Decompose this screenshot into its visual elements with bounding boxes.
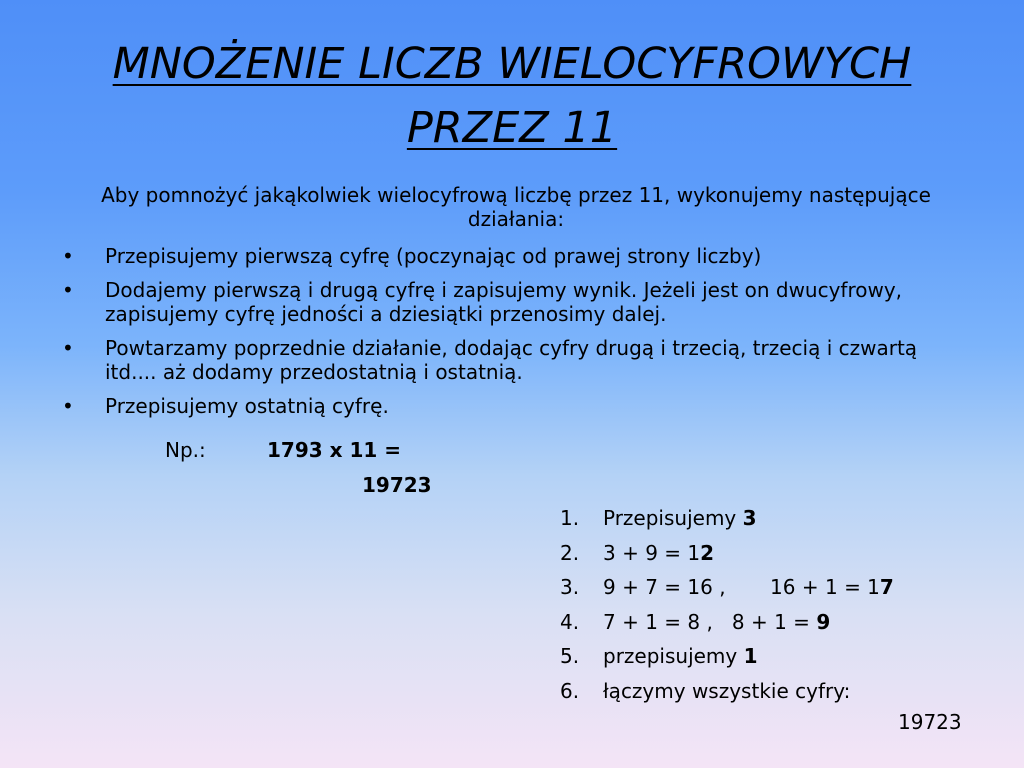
final-result: 19723: [898, 710, 962, 734]
bullet-icon: •: [62, 244, 74, 268]
title-line-1: MNOŻENIE LICZB WIELOCYFROWYCH: [112, 39, 912, 89]
step-digit: 9: [816, 609, 831, 634]
list-item-text: Przepisujemy ostatnią cyfrę.: [105, 394, 389, 418]
step-text: przepisujemy: [603, 644, 744, 668]
steps-list: [560, 506, 894, 713]
step-item: [560, 575, 894, 610]
step-digit: 3: [742, 506, 757, 530]
bullet-icon: •: [62, 336, 74, 360]
step-item: [560, 644, 894, 679]
list-item-text: Przepisujemy pierwszą cyfrę (poczynając od prawej strony liczby): [105, 244, 762, 268]
step-item: [560, 506, 894, 541]
step-digit: 1: [743, 644, 758, 668]
step-number: 6.: [560, 678, 580, 703]
intro-paragraph: Aby pomnożyć jakąkolwiek wielocyfrową liczbę przez 11, wykonujemy następujące działania:: [101, 183, 931, 231]
step-text: łączymy wszystkie cyfry:: [603, 678, 851, 703]
step-text: 9 + 7 = 16 , 16 + 1 = 1: [603, 575, 880, 599]
step-digit: 2: [700, 540, 715, 565]
list-item-text: Dodajemy pierwszą i drugą cyfrę i zapisujemy wynik. Jeżeli jest on dwucyfrowy, zapisujemy cyfrę jedności a dziesiątki przenosimy dalej.: [105, 278, 903, 326]
list-item: [62, 394, 962, 418]
step-item: [560, 679, 894, 714]
rules-list: [62, 244, 962, 428]
bullet-icon: •: [62, 394, 74, 418]
step-digit: 7: [879, 575, 894, 599]
list-item: [62, 244, 962, 268]
step-item: [560, 541, 894, 576]
list-item: [62, 336, 962, 384]
step-number: 5.: [560, 644, 580, 668]
step-number: 4.: [560, 609, 580, 634]
list-item-text: Powtarzamy poprzednie działanie, dodając cyfry drugą i trzecią, trzecią i czwartą itd.... aż dodamy przedostatnią i ostatnią.: [105, 336, 918, 384]
example-expression: 1793 x 11 =: [267, 438, 402, 462]
example-label: Np.:: [165, 438, 206, 462]
bullet-icon: •: [62, 278, 74, 302]
step-number: 1.: [560, 506, 580, 530]
step-text: Przepisujemy: [603, 506, 743, 530]
step-text: 3 + 9 = 1: [603, 540, 701, 565]
slide-title: [60, 32, 964, 160]
title-line-2: PRZEZ 11: [406, 103, 618, 153]
step-item: [560, 610, 894, 645]
example-result: 19723: [362, 473, 432, 497]
list-item: [62, 278, 962, 326]
step-text: 7 + 1 = 8 , 8 + 1 =: [603, 609, 817, 634]
step-number: 3.: [560, 575, 580, 599]
step-number: 2.: [560, 540, 580, 565]
